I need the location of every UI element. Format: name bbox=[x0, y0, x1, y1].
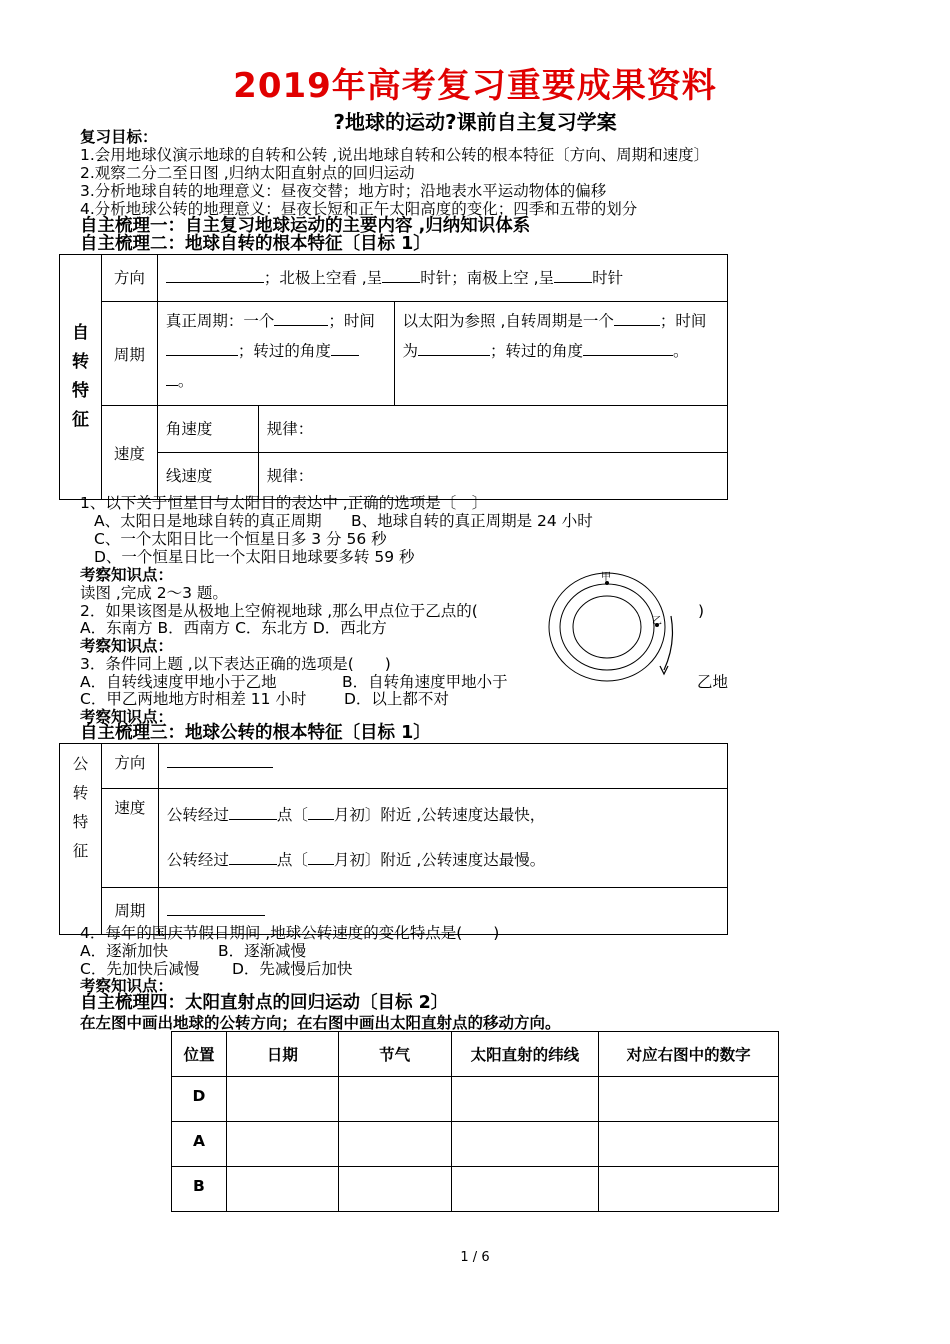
row-position: D bbox=[172, 1077, 227, 1122]
knowledge-point-label: 考察知识点： bbox=[80, 566, 174, 584]
table-cell[interactable] bbox=[599, 1167, 779, 1212]
goal-item: 1.会用地球仪演示地球的自转和公转 ,说出地球自转和公转的根本特征〔方向、周期和速度〕 bbox=[80, 146, 710, 164]
rotation-direction-label: 方向 bbox=[101, 255, 157, 302]
goal-item: 4.分析地球公转的地理意义：昼夜长短和正午太阳高度的变化；四季和五带的划分 bbox=[80, 200, 638, 218]
blank-field[interactable] bbox=[167, 752, 273, 768]
q3-option-b[interactable]: B．自转角速度甲地小于 bbox=[342, 673, 508, 691]
blank-field[interactable] bbox=[418, 340, 490, 356]
blank-field[interactable] bbox=[382, 267, 420, 283]
table-cell[interactable] bbox=[599, 1077, 779, 1122]
column-header: 位置 bbox=[172, 1032, 227, 1077]
rotation-period-label: 周期 bbox=[101, 302, 157, 406]
page-number: 1 / 6 bbox=[460, 1250, 490, 1265]
revolution-direction-cell bbox=[158, 744, 727, 789]
rotation-speed-label: 速度 bbox=[101, 406, 157, 500]
revolution-direction-label: 方向 bbox=[101, 744, 158, 789]
rotation-direction-cell: ；北极上空看 ,呈 时针；南极上空 ,呈 时针 bbox=[157, 255, 727, 302]
q1-option-c[interactable]: C、一个太阳日比一个恒星日多 3 分 56 秒 bbox=[94, 530, 387, 548]
table-cell[interactable] bbox=[226, 1167, 338, 1212]
main-title: 2019年高考复习重要成果资料 bbox=[233, 66, 717, 106]
rotation-table bbox=[59, 254, 728, 500]
blank-field[interactable] bbox=[166, 370, 178, 386]
table-row bbox=[172, 1122, 779, 1167]
table-cell[interactable] bbox=[599, 1122, 779, 1167]
q1-option-a[interactable]: A、太阳日是地球自转的真正周期 bbox=[94, 512, 322, 530]
blank-field[interactable] bbox=[229, 849, 277, 865]
column-header: 日期 bbox=[226, 1032, 338, 1077]
revolution-period-label: 周期 bbox=[101, 888, 158, 935]
revolution-table bbox=[59, 743, 728, 935]
section3-title: 自主梳理三：地球公转的根本特征〔目标 1〕 bbox=[80, 723, 431, 743]
label-jia: 甲 bbox=[601, 572, 611, 583]
table-cell[interactable] bbox=[451, 1122, 599, 1167]
rotation-period-right: 以太阳为参照 ,自转周期是一个 ；时间为 ；转过的角度 。 bbox=[394, 302, 727, 406]
q2-stem-end: ) bbox=[698, 602, 705, 620]
table-row bbox=[172, 1077, 779, 1122]
blank-field[interactable] bbox=[331, 340, 359, 356]
rotation-side-label: 自 转 特 征 bbox=[60, 255, 102, 500]
blank-field[interactable] bbox=[614, 310, 660, 326]
angular-speed-label: 角速度 bbox=[157, 406, 258, 453]
blank-field[interactable] bbox=[274, 310, 328, 326]
blank-field[interactable] bbox=[167, 900, 265, 916]
goal-item: 2.观察二分二至日图 ,归纳太阳直射点的回归运动 bbox=[80, 164, 415, 182]
sub-title: ?地球的运动?课前自主复习学案 bbox=[333, 110, 617, 134]
table-cell[interactable] bbox=[338, 1077, 451, 1122]
section4-title: 自主梳理四：太阳直射点的回归运动〔目标 2〕 bbox=[80, 993, 449, 1013]
polar-view-diagram bbox=[540, 566, 690, 686]
q3-option-b-end: 乙地 bbox=[697, 673, 729, 691]
q3-stem: 3．条件同上题 ,以下表达正确的选项是( ) bbox=[80, 655, 391, 673]
q1-option-b[interactable]: B、地球自转的真正周期是 24 小时 bbox=[351, 512, 593, 530]
blank-field[interactable] bbox=[583, 340, 673, 356]
angular-speed-rule[interactable]: 规律： bbox=[258, 406, 727, 453]
linear-speed-rule[interactable]: 规律： bbox=[258, 453, 727, 500]
blank-field[interactable] bbox=[166, 340, 238, 356]
blank-field[interactable] bbox=[166, 267, 264, 283]
table-cell[interactable] bbox=[338, 1122, 451, 1167]
inner-circle bbox=[573, 596, 641, 658]
section2-title: 自主梳理二：地球自转的根本特征〔目标 1〕 bbox=[80, 234, 431, 254]
q4-option-a[interactable]: A．逐渐加快 bbox=[80, 942, 169, 960]
table-cell[interactable] bbox=[451, 1167, 599, 1212]
row-position: A bbox=[172, 1122, 227, 1167]
table-cell[interactable] bbox=[451, 1077, 599, 1122]
q4-stem: 4．每年的国庆节假日期间 ,地球公转速度的变化特点是( ) bbox=[80, 924, 500, 942]
revolution-speed-cell: 公转经过 点〔 月初〕附近 ,公转速度达最快， 公转经过 点〔 月初〕附近 ,公转速度达最慢。 bbox=[158, 789, 727, 888]
column-header: 太阳直射的纬线 bbox=[451, 1032, 599, 1077]
blank-field[interactable] bbox=[308, 804, 334, 820]
column-header: 对应右图中的数字 bbox=[599, 1032, 779, 1077]
q1-option-d[interactable]: D、一个恒星日比一个太阳日地球要多转 59 秒 bbox=[94, 548, 415, 566]
middle-circle bbox=[560, 584, 654, 670]
subsolar-table bbox=[171, 1031, 779, 1212]
section4-instruction: 在左图中画出地球的公转方向；在右图中画出太阳直射点的移动方向。 bbox=[80, 1014, 561, 1032]
rotation-period-left: 真正周期：一个 ；时间；转过的角度 。 bbox=[157, 302, 394, 406]
q4-option-c[interactable]: C．先加快后减慢 bbox=[80, 960, 200, 978]
table-row bbox=[172, 1167, 779, 1212]
row-position: B bbox=[172, 1167, 227, 1212]
q3-option-a[interactable]: A．自转线速度甲地小于乙地 bbox=[80, 673, 277, 691]
knowledge-point-label: 考察知识点： bbox=[80, 708, 174, 726]
label-yi: 乙 bbox=[652, 616, 662, 627]
outer-circle bbox=[549, 573, 665, 681]
q4-option-b[interactable]: B．逐渐减慢 bbox=[218, 942, 307, 960]
section1-title: 自主梳理一：自主复习地球运动的主要内容 ,归纳知识体系 bbox=[80, 216, 531, 236]
blank-field[interactable] bbox=[554, 267, 592, 283]
knowledge-point-label: 考察知识点： bbox=[80, 637, 174, 655]
blank-field[interactable] bbox=[308, 849, 334, 865]
column-header: 节气 bbox=[338, 1032, 451, 1077]
blank-field[interactable] bbox=[229, 804, 277, 820]
revolution-speed-label: 速度 bbox=[101, 789, 158, 888]
table-cell[interactable] bbox=[226, 1077, 338, 1122]
table-cell[interactable] bbox=[338, 1167, 451, 1212]
goal-item: 3.分析地球自转的地理意义：昼夜交替；地方时；沿地表水平运动物体的偏移 bbox=[80, 182, 607, 200]
table-cell[interactable] bbox=[226, 1122, 338, 1167]
q2-options[interactable]: A．东南方 B．西南方 C．东北方 D．西北方 bbox=[80, 619, 387, 637]
revolution-side-label: 公 转 特 征 bbox=[60, 744, 102, 935]
q4-option-d[interactable]: D．先减慢后加快 bbox=[232, 960, 353, 978]
q3-option-d[interactable]: D．以上都不对 bbox=[344, 690, 449, 708]
linear-speed-label: 线速度 bbox=[157, 453, 258, 500]
q2-intro: 读图 ,完成 2～3 题。 bbox=[80, 584, 228, 602]
q2-stem: 2．如果该图是从极地上空俯视地球 ,那么甲点位于乙点的( bbox=[80, 602, 478, 620]
q3-option-c[interactable]: C．甲乙两地地方时相差 11 小时 bbox=[80, 690, 307, 708]
goals-heading: 复习目标： bbox=[80, 128, 158, 146]
knowledge-point-label: 考察知识点： bbox=[80, 977, 174, 995]
q1-stem: 1、以下关于恒星日与太阳日的表达中 ,正确的选项是〔 〕 bbox=[80, 494, 488, 512]
